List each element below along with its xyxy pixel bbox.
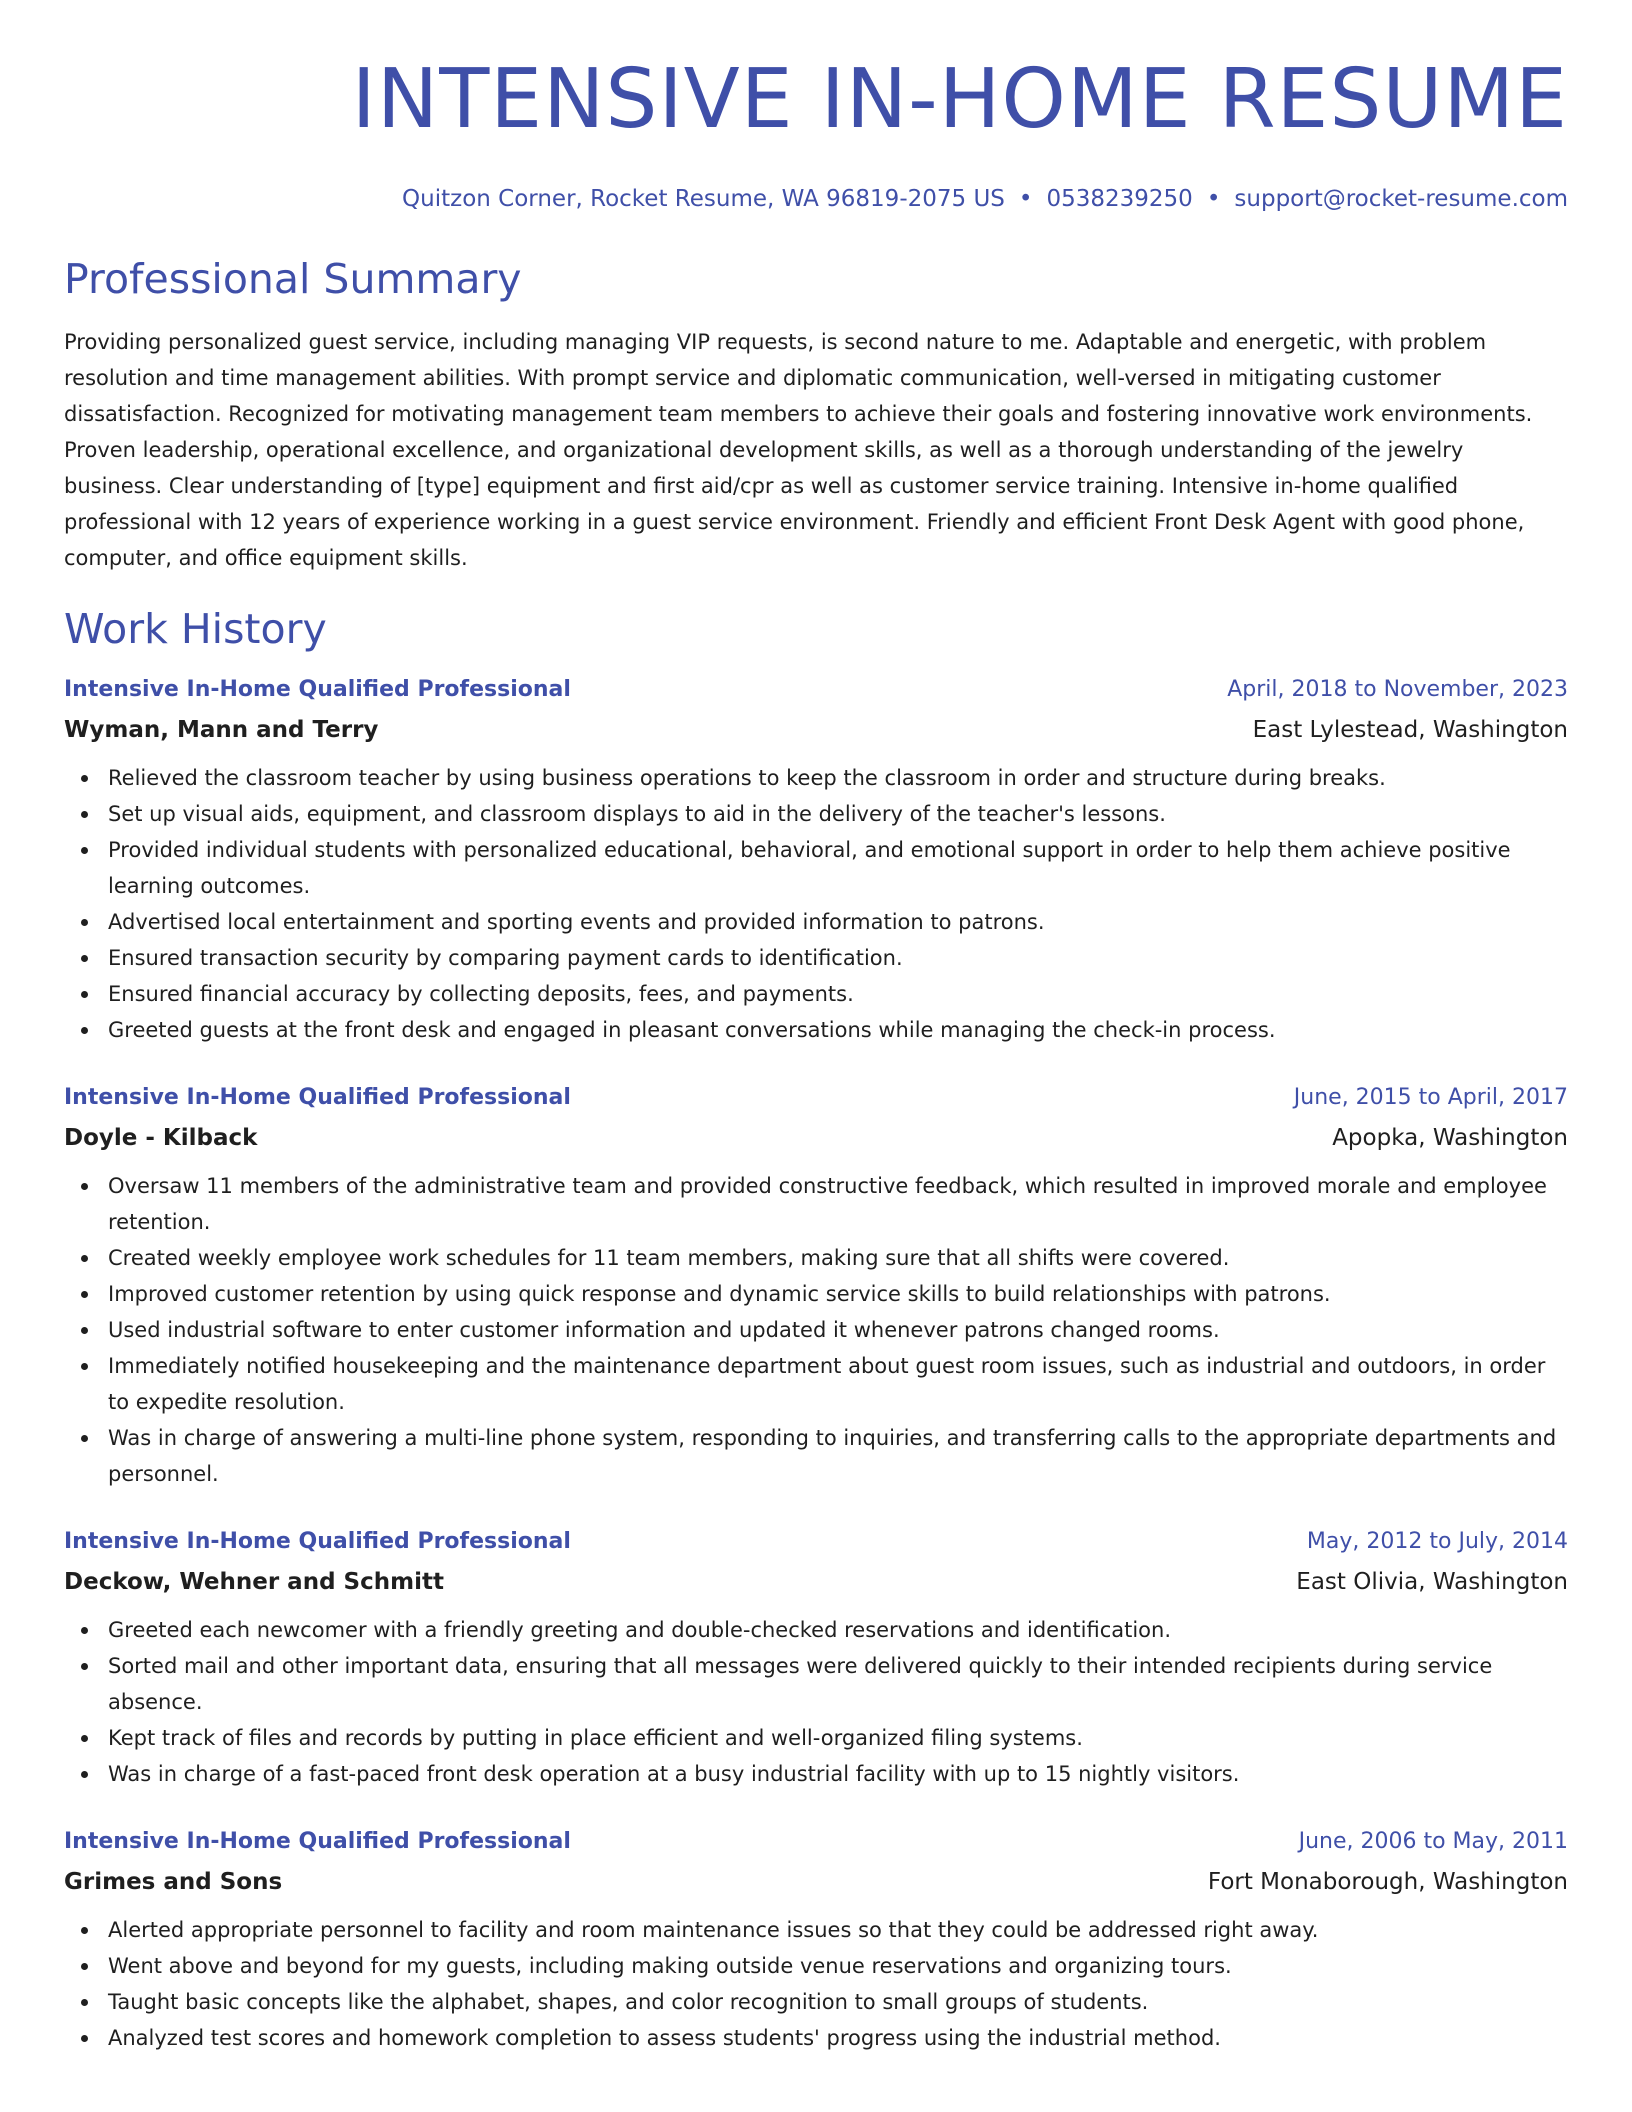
job-company: Wyman, Mann and Terry bbox=[64, 717, 379, 743]
contact-address: Quitzon Corner, Rocket Resume, WA 96819-2075 US bbox=[402, 186, 1005, 212]
job-duty-item: Created weekly employee work schedules for 11 team members, making sure that all shifts were covered. bbox=[108, 1240, 1568, 1276]
job-title-row bbox=[64, 1822, 1568, 1862]
resume-page bbox=[64, 0, 1568, 2056]
job-title: Intensive In-Home Qualified Professional bbox=[64, 1529, 571, 1554]
job-entry bbox=[64, 1822, 1568, 2056]
summary-text: Providing personalized guest service, including managing VIP requests, is second nature to me. Adaptable and energetic, with problem resolution and time management abilities. With prompt service and diplomatic communication, well-versed in mitigating customer dissatisfaction. Recognized for motivating management team members to achieve their goals and fostering innovative work environments. Proven leadership, operational excellence, and organizational development skills, as well as a thorough understanding of the jewelry business. Clear understanding of [type] equipment and first aid/cpr as well as customer service training. Intensive in-home qualified professional with 12 years of experience working in a guest service environment. Friendly and efficient Front Desk Agent with good phone, computer, and office equipment skills. bbox=[64, 330, 1533, 570]
job-location: East Olivia, Washington bbox=[1296, 1569, 1568, 1595]
job-company-row bbox=[64, 1562, 1568, 1602]
work-history-list bbox=[64, 670, 1568, 2056]
job-duty-item: Analyzed test scores and homework completion to assess students' progress using the industrial method. bbox=[108, 2020, 1568, 2056]
job-duty-item: Went above and beyond for my guests, including making outside venue reservations and organizing tours. bbox=[108, 1948, 1568, 1984]
job-duty-item: Was in charge of answering a multi-line phone system, responding to inquiries, and transferring calls to the appropriate departments and personnel. bbox=[108, 1420, 1568, 1492]
summary-heading: Professional Summary bbox=[64, 255, 522, 303]
job-dates: May, 2012 to July, 2014 bbox=[1306, 1529, 1568, 1554]
job-duty-item: Immediately notified housekeeping and the maintenance department about guest room issues, such as industrial and outdoors, in order to expedite resolution. bbox=[108, 1348, 1568, 1420]
job-location: Fort Monaborough, Washington bbox=[1207, 1869, 1568, 1895]
job-duty-item: Ensured financial accuracy by collecting deposits, fees, and payments. bbox=[108, 976, 1568, 1012]
work-history-heading: Work History bbox=[64, 605, 327, 653]
job-duty-item: Set up visual aids, equipment, and classroom displays to aid in the delivery of the teacher's lessons. bbox=[108, 796, 1568, 832]
job-duty-item: Greeted guests at the front desk and engaged in pleasant conversations while managing the check-in process. bbox=[108, 1012, 1568, 1048]
job-duty-item: Sorted mail and other important data, ensuring that all messages were delivered quickly to their intended recipients during service absence. bbox=[108, 1648, 1568, 1720]
job-company: Grimes and Sons bbox=[64, 1869, 283, 1895]
job-entry bbox=[64, 1522, 1568, 1792]
contact-email: support@rocket-resume.com bbox=[1234, 186, 1568, 212]
job-duty-item: Alerted appropriate personnel to facility and room maintenance issues so that they could be addressed right away. bbox=[108, 1912, 1568, 1948]
job-dates: June, 2006 to May, 2011 bbox=[1298, 1829, 1568, 1854]
job-duty-item: Used industrial software to enter customer information and updated it whenever patrons changed rooms. bbox=[108, 1312, 1568, 1348]
job-duty-item: Relieved the classroom teacher by using business operations to keep the classroom in order and structure during breaks. bbox=[108, 760, 1568, 796]
job-company-row bbox=[64, 1118, 1568, 1158]
contact-phone: 0538239250 bbox=[1046, 186, 1193, 212]
job-company-row bbox=[64, 710, 1568, 750]
job-duties-list bbox=[64, 1612, 1568, 1792]
contact-line bbox=[64, 184, 1568, 214]
job-company: Doyle - Kilback bbox=[64, 1125, 258, 1151]
job-location: East Lylestead, Washington bbox=[1252, 717, 1568, 743]
job-dates: April, 2018 to November, 2023 bbox=[1227, 677, 1568, 702]
job-location: Apopka, Washington bbox=[1332, 1125, 1568, 1151]
job-duty-item: Taught basic concepts like the alphabet, shapes, and color recognition to small groups of students. bbox=[108, 1984, 1568, 2020]
job-title-row bbox=[64, 1522, 1568, 1562]
job-entry bbox=[64, 1078, 1568, 1492]
job-duty-item: Improved customer retention by using quick response and dynamic service skills to build relationships with patrons. bbox=[108, 1276, 1568, 1312]
job-entry bbox=[64, 670, 1568, 1048]
job-title-row bbox=[64, 1078, 1568, 1118]
job-duty-item: Provided individual students with personalized educational, behavioral, and emotional support in order to help them achieve positive learning outcomes. bbox=[108, 832, 1568, 904]
job-duties-list bbox=[64, 760, 1568, 1048]
job-duties-list bbox=[64, 1912, 1568, 2056]
job-title: Intensive In-Home Qualified Professional bbox=[64, 677, 571, 702]
job-duties-list bbox=[64, 1168, 1568, 1492]
job-duty-item: Advertised local entertainment and sporting events and provided information to patrons. bbox=[108, 904, 1568, 940]
contact-separator: • bbox=[1206, 186, 1221, 212]
job-duty-item: Kept track of files and records by putting in place efficient and well-organized filing systems. bbox=[108, 1720, 1568, 1756]
job-duty-item: Oversaw 11 members of the administrative team and provided constructive feedback, which resulted in improved morale and employee retention. bbox=[108, 1168, 1568, 1240]
job-title: Intensive In-Home Qualified Professional bbox=[64, 1829, 571, 1854]
job-title-row bbox=[64, 670, 1568, 710]
job-duty-item: Was in charge of a fast-paced front desk operation at a busy industrial facility with up to 15 nightly visitors. bbox=[108, 1756, 1568, 1792]
job-title: Intensive In-Home Qualified Professional bbox=[64, 1085, 571, 1110]
resume-title: INTENSIVE IN-HOME RESUME bbox=[351, 52, 1568, 147]
job-dates: June, 2015 to April, 2017 bbox=[1293, 1085, 1568, 1110]
job-duty-item: Ensured transaction security by comparing payment cards to identification. bbox=[108, 940, 1568, 976]
contact-separator: • bbox=[1018, 186, 1033, 212]
job-company-row bbox=[64, 1862, 1568, 1902]
job-company: Deckow, Wehner and Schmitt bbox=[64, 1569, 444, 1595]
job-duty-item: Greeted each newcomer with a friendly greeting and double-checked reservations and identification. bbox=[108, 1612, 1568, 1648]
